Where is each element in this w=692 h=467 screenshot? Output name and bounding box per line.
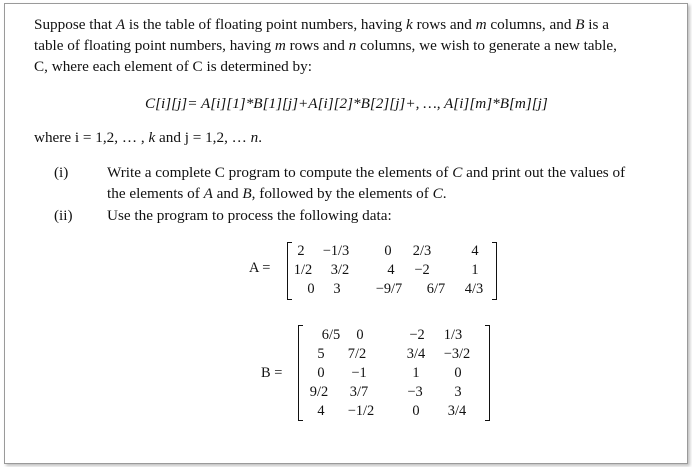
matrix-b-cell: −3/2 [443, 346, 471, 362]
matrix-b-cell: 0 [412, 403, 420, 419]
matrix-a-cell: −2 [414, 262, 430, 278]
matrix-b-cell: 0 [317, 365, 325, 381]
matrix-b-cell: 5 [317, 346, 325, 362]
item-i-line-1: Write a complete C program to compute the elements of C and print out the values of [107, 164, 626, 181]
matrix-b-cell: 4 [317, 403, 325, 419]
matrix-a-cell: 0 [384, 243, 392, 259]
matrix-b-cell: 3/4 [406, 346, 426, 362]
matrix-a-cell: 3 [333, 281, 341, 297]
intro-line-3: C, where each element of C is determined by: [34, 58, 312, 75]
matrix-b-cell: 3 [454, 384, 462, 400]
matrix-a-name: A = [249, 260, 271, 276]
matrix-b-right-bracket [485, 325, 490, 421]
matrix-a-cell: 6/7 [426, 281, 446, 297]
matrix-a-cell: 4/3 [464, 281, 484, 297]
matrix-b-cell: −1/2 [347, 403, 375, 419]
matrix-a-cell: 2/3 [412, 243, 432, 259]
matrix-a-cell: 1/2 [293, 262, 313, 278]
document-page [4, 3, 688, 464]
intro-line-1: Suppose that A is the table of floating point numbers, having k rows and m columns, and B is a [34, 16, 609, 33]
matrix-a-cell: 0 [307, 281, 315, 297]
item-i-line-2: the elements of A and B, followed by the elements of C. [107, 185, 447, 202]
matrix-b-cell: 3/7 [349, 384, 369, 400]
item-label-ii: (ii) [54, 207, 73, 224]
matrix-b-cell: 0 [454, 365, 462, 381]
matrix-a-cell: 4 [471, 243, 479, 259]
matrix-b-cell: 3/4 [447, 403, 467, 419]
matrix-b-cell: 1/3 [443, 327, 463, 343]
item-label-i: (i) [54, 164, 69, 181]
matrix-b-cell: −3 [407, 384, 423, 400]
matrix-a-cell: 3/2 [330, 262, 350, 278]
item-ii-line-1: Use the program to process the following data: [107, 207, 392, 224]
matrix-b-name: B = [261, 365, 283, 381]
matrix-b-cell: 7/2 [347, 346, 367, 362]
matrix-a-cell: 2 [297, 243, 305, 259]
matrix-b-cell: 1 [412, 365, 420, 381]
matrix-b-cell: −2 [409, 327, 425, 343]
matrix-a-cell: −1/3 [322, 243, 350, 259]
matrix-b-cell: 0 [356, 327, 364, 343]
matrix-a-cell: 1 [471, 262, 479, 278]
where-line: where i = 1,2, … , k and j = 1,2, … n. [34, 129, 263, 146]
formula: C[i][j]= A[i][1]*B[1][j]+A[i][2]*B[2][j]+, …, A[i][m]*B[m][j] [145, 95, 548, 112]
matrix-a-cell: −9/7 [375, 281, 403, 297]
matrix-b-cell: 6/5 [321, 327, 341, 343]
matrix-b-cell: −1 [351, 365, 367, 381]
matrix-b-cell: 9/2 [309, 384, 329, 400]
intro-line-2: table of floating point numbers, having m rows and n columns, we wish to generate a new table, [34, 37, 617, 54]
matrix-a-cell: 4 [387, 262, 395, 278]
